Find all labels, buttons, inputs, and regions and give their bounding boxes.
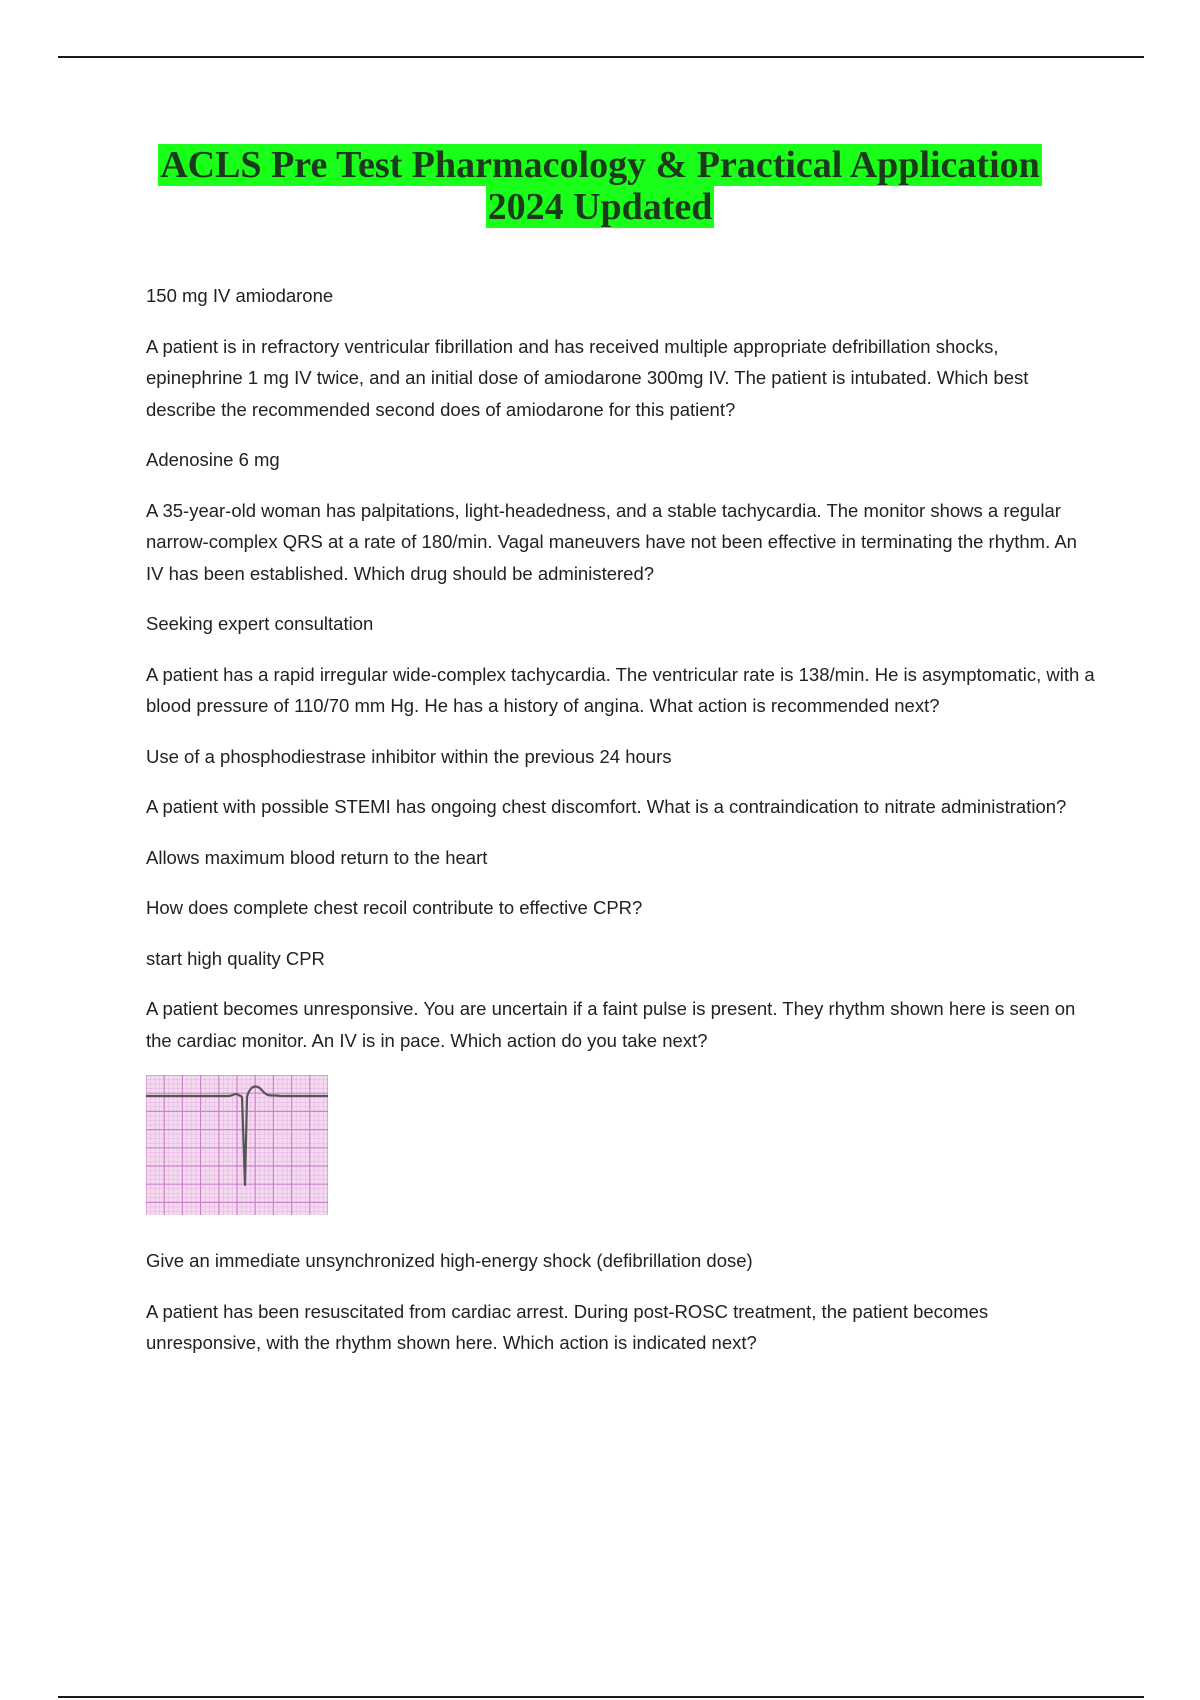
- question-text: A patient has a rapid irregular wide-complex tachycardia. The ventricular rate is 138/min. He is asymptomatic, with a blood pressure of 110/70 mm Hg. He has a history of angina. What action is recommended next?: [146, 663, 1095, 716]
- ecg-rhythm-strip-image: [146, 1075, 328, 1215]
- answer-text: Allows maximum blood return to the heart: [146, 846, 488, 868]
- answer-text: Use of a phosphodiestrase inhibitor within the previous 24 hours: [146, 745, 672, 767]
- answer-text: 150 mg IV amiodarone: [146, 285, 334, 306]
- question-text: A 35-year-old woman has palpitations, light-headedness, and a stable tachycardia. The monitor shows a regular narrow-complex QRS at a rate of 180/min. Vagal maneuvers have not been effective in terminating the rhythm. An IV has been established. Which drug should be administered?: [146, 499, 1077, 584]
- question-text: How does complete chest recoil contribute to effective CPR?: [146, 897, 643, 918]
- document-title: [0, 144, 1200, 228]
- title-line-2: 2024 Updated: [487, 186, 713, 228]
- question-text: A patient has been resuscitated from cardiac arrest. During post-ROSC treatment, the patient becomes unresponsive, with the rhythm shown here. Which action is indicated next?: [146, 1300, 989, 1353]
- qa-content: [146, 280, 1096, 1378]
- answer-text: Give an immediate unsynchronized high-energy shock (defibrillation dose): [146, 1250, 753, 1271]
- question-text: A patient becomes unresponsive. You are uncertain if a faint pulse is present. They rhythm shown here is seen on the cardiac monitor. An IV is in pace. Which action do you take next?: [146, 998, 1076, 1051]
- question-text: A patient is in refractory ventricular fibrillation and has received multiple appropriate defribillation shocks, epinephrine 1 mg IV twice, and an initial dose of amiodarone 300mg IV. The patient is intubated. Which best describe the recommended second does of amiodarone for this patient?: [146, 335, 1029, 420]
- answer-text: Adenosine 6 mg: [146, 449, 280, 470]
- answer-text: start high quality CPR: [146, 947, 325, 969]
- question-text: A patient with possible STEMI has ongoing chest discomfort. What is a contraindication to nitrate administration?: [146, 796, 1067, 817]
- top-rule: [58, 56, 1144, 58]
- answer-text: Seeking expert consultation: [146, 613, 374, 634]
- bottom-rule: [58, 1696, 1144, 1698]
- title-line-1: ACLS Pre Test Pharmacology & Practical Application: [160, 144, 1040, 186]
